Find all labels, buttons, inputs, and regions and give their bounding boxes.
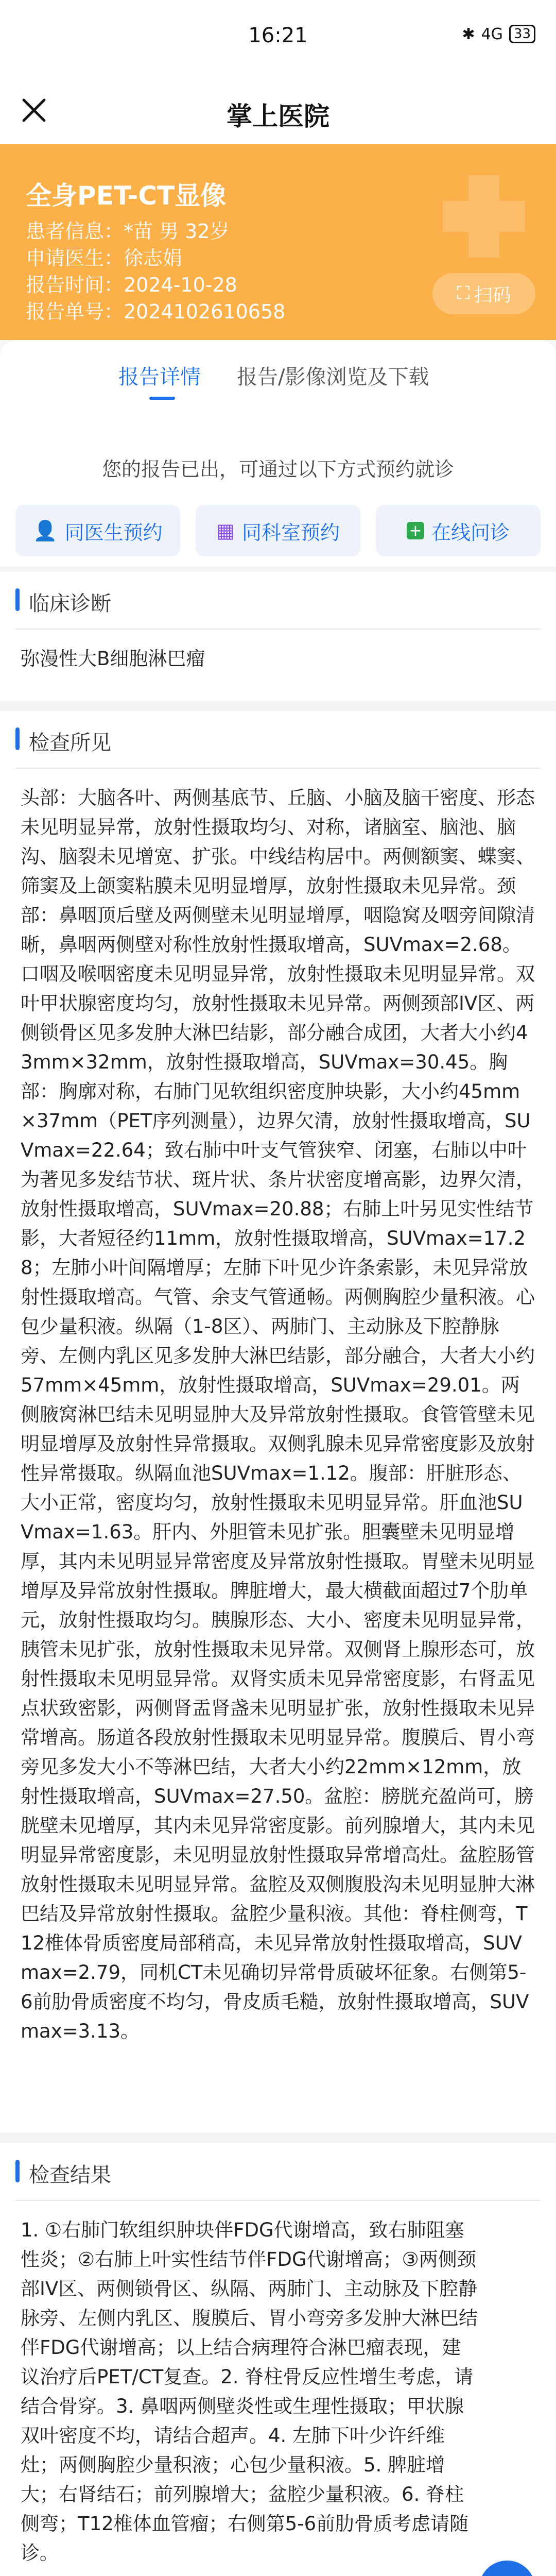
scan-icon: ⛶ — [457, 283, 470, 304]
section-divider — [15, 2200, 541, 2201]
status-bar — [0, 0, 556, 77]
results-text: 1. ①右肺门软组织肿块伴FDG代谢增高，致右肺阻塞性炎；②右肺上叶实性结节伴FDG代谢增高；③两侧颈部IV区、两侧锁骨区、纵隔、两肺门、主动脉及下腔静脉旁、左侧内乳区、腹膜后、胃小弯旁多发肿大淋巴结伴FDG代谢增高；以上结合病理符合淋巴瘤表现，建议治疗后PET/CT复查。2. 脊柱骨反应性增生考虑，请结合骨穿。3. 鼻咽两侧壁炎性或生理性摄取；甲状腺双叶密度不均，请结合超声。4. 左肺下叶少许纤维灶；两侧胸腔少量积液；心包少量积液。5. 脾脏增大；右肾结石；前列腺增大；盆腔少量积液。6. 脊柱侧弯；T12椎体血管瘤；右侧第5-6前肋骨质考虑请随诊。 — [21, 2219, 478, 2564]
findings-heading: 检查所见 — [29, 731, 111, 755]
nav-bar — [0, 77, 556, 144]
plus-icon: + — [407, 522, 424, 539]
findings-section — [0, 711, 556, 2133]
page-title: 掌上医院 — [227, 101, 329, 131]
bluetooth-icon: ✱ — [462, 25, 475, 43]
clinical-text: 弥漫性大B细胞淋巴瘤 — [21, 648, 205, 670]
scan-button[interactable] — [432, 273, 535, 314]
dept-booking-button[interactable] — [196, 505, 360, 556]
battery-icon: 33 — [509, 25, 535, 43]
report-number: 报告单号：2024102610658 — [26, 300, 286, 323]
results-section — [0, 2143, 556, 2576]
clinical-section — [0, 572, 556, 701]
doctor-info: 申请医生：徐志娟 — [26, 247, 183, 269]
tab-report-detail[interactable]: 报告详情 — [118, 365, 201, 389]
person-icon: 👤 — [33, 519, 58, 542]
tab-underline — [149, 397, 175, 400]
online-consult-button[interactable] — [376, 505, 541, 556]
report-header — [0, 144, 556, 340]
dept-booking-label: 同科室预约 — [241, 521, 340, 544]
clinical-heading: 临床诊断 — [29, 592, 111, 616]
status-time: 16:21 — [248, 24, 308, 47]
patient-info: 患者信息：*苗 男 32岁 — [26, 220, 230, 243]
report-time: 报告时间：2024-10-28 — [26, 274, 237, 296]
section-divider — [15, 629, 541, 630]
cross-watermark-icon — [432, 165, 535, 268]
notice-text: 您的报告已出，可通过以下方式预约就诊 — [101, 458, 454, 481]
exam-title: 全身PET-CT显像 — [26, 181, 227, 211]
report-card — [0, 340, 556, 567]
department-icon: ▦ — [216, 519, 235, 542]
system-icons — [462, 25, 535, 43]
section-divider — [15, 768, 541, 769]
doctor-booking-button[interactable] — [15, 505, 180, 556]
tab-report-download[interactable]: 报告/影像浏览及下载 — [237, 365, 429, 389]
tab-bar — [0, 361, 556, 402]
doctor-booking-label: 同医生预约 — [64, 521, 163, 544]
findings-text: 头部：大脑各叶、两侧基底节、丘脑、小脑及脑干密度、形态未见明显异常，放射性摄取均匀、对称，诸脑室、脑池、脑沟、脑裂未见增宽、扩张。中线结构居中。两侧额窦、蝶窦、筛窦及上颌窦粘膜未见明显增厚，放射性摄取未见异常。颈部：鼻咽顶后壁及两侧壁未见明显增厚，咽隐窝及咽旁间隙清晰，鼻咽两侧壁对称性放射性摄取增高，SUVmax=2.68。口咽及喉咽密度未见明显异常，放射性摄取未见明显异常。双叶甲状腺密度均匀，放射性摄取未见异常。两侧颈部IV区、两侧锁骨区见多发肿大淋巴结影，部分融合成团，大者大小约43mm×32mm，放射性摄取增高，SUVmax=30.45。胸部：胸廓对称，右肺门见软组织密度肿块影，大小约45mm×37mm（PET序列测量），边界欠清，放射性摄取增高，SUVmax=22.64；致右肺中叶支气管狭窄、闭塞，右肺以中叶为著见多发结节状、斑片状、条片状密度增高影，边界欠清，放射性摄取增高，SUVmax=20.88；右肺上叶另见实性结节影，大者短径约11mm，放射性摄取增高，SUVmax=17.28；左肺小叶间隔增厚；左肺下叶见少许条索影，未见异常放射性摄取增高。气管、余支气管通畅。两侧胸腔少量积液。心包少量积液。纵隔（1-8区）、两肺门、主动脉及下腔静脉旁、左侧内乳区见多发肿大淋巴结影，部分融合，大者大小约57mm×45mm，放射性摄取增高，SUVmax=29.01。两侧腋窝淋巴结未见明显肿大及异常放射性摄取。食管管壁未见明显增厚及放射性异常摄取。双侧乳腺未见异常密度影及放射性异常摄取。纵隔血池SUVmax=1.12。腹部：肝脏形态、大小正常，密度均匀，放射性摄取未见明显异常。肝血池SUVmax=1.63。肝内、外胆管未见扩张。胆囊壁未见明显增厚，其内未见明显异常密度及异常放射性摄取。胃壁未见明显增厚及异常放射性摄取。脾脏增大，最大横截面超过7个肋单元，放射性摄取均匀。胰腺形态、大小、密度未见明显异常，胰管未见扩张，放射性摄取未见异常。双侧肾上腺形态可，放射性摄取未见明显异常。双肾实质未见异常密度影，右肾盂见点状致密影，两侧肾盂肾盏未见明显扩张，放射性摄取未见异常增高。肠道各段放射性摄取未见明显异常。腹膜后、胃小弯旁见多发大小不等淋巴结，大者大小约22mm×12mm，放射性摄取增高，SUVmax=27.50。盆腔：膀胱充盈尚可，膀胱壁未见增厚，其内未见异常密度影。前列腺增大，其内未见明显异常密度影，未见明显放射性摄取异常增高灶。盆腔肠管放射性摄取未见明显异常。盆腔及双侧腹股沟未见明显肿大淋巴结及异常放射性摄取。盆腔少量积液。其他：脊柱侧弯，T12椎体骨质密度局部稍高，未见异常放射性摄取增高，SUVmax=2.79，同机CT未见确切异常骨质破坏征象。右侧第5-6前肋骨质密度不均匀，骨皮质毛糙，放射性摄取增高，SUVmax=3.13。 — [21, 787, 535, 2042]
results-heading: 检查结果 — [29, 2163, 111, 2187]
online-consult-label: 在线问诊 — [431, 521, 510, 544]
signal-icon: 4G — [481, 25, 503, 43]
scan-label: 扫码 — [474, 284, 511, 306]
